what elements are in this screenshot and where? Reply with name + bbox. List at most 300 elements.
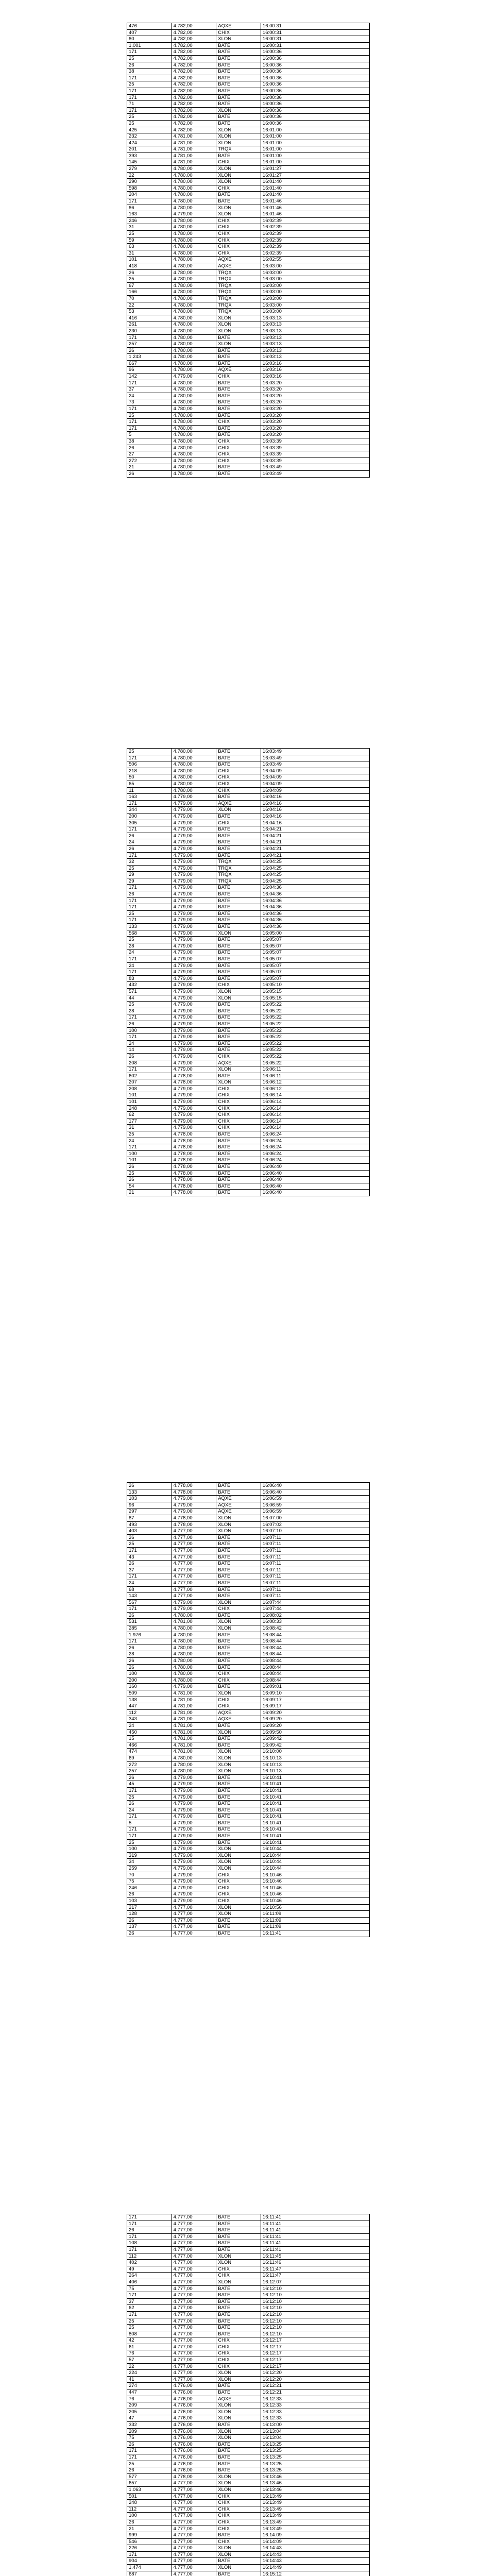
table-row [127,1619,370,1625]
price-cell: 4.778,00 [172,2473,216,2480]
quantity-cell: 403 [127,1528,172,1535]
quantity-cell: 26 [127,1774,172,1781]
venue-cell: CHIX [216,185,261,192]
table-row [127,813,370,820]
venue-cell: BATE [216,1814,261,1820]
price-cell: 4.779,00 [172,839,216,846]
quantity-cell: 25 [127,2461,172,2467]
venue-cell: BATE [216,891,261,898]
quantity-cell: 28 [127,1651,172,1658]
venue-cell: XLON [216,1599,261,1606]
venue-cell: XLON [216,315,261,321]
venue-cell: CHIX [216,451,261,458]
quantity-cell: 1.976 [127,1632,172,1638]
quantity-cell: 171 [127,94,172,101]
quantity-cell: 171 [127,1826,172,1833]
time-cell: 16:07:11 [261,1547,369,1554]
quantity-cell: 22 [127,2363,172,2370]
price-cell: 4.777,00 [172,1528,216,1535]
quantity-cell: 75 [127,1878,172,1885]
price-cell: 4.780,00 [172,334,216,341]
venue-cell: BATE [216,470,261,477]
price-cell: 4.779,00 [172,1118,216,1125]
quantity-cell: 128 [127,1911,172,1918]
time-cell: 16:07:00 [261,1515,369,1521]
quantity-cell: 45 [127,1781,172,1788]
price-cell: 4.777,00 [172,2318,216,2325]
venue-cell: CHIX [216,438,261,445]
table-row [127,1885,370,1891]
time-cell: 16:10:46 [261,1885,369,1891]
quantity-cell: 171 [127,2551,172,2558]
time-cell: 16:03:00 [261,295,369,302]
time-cell: 16:04:36 [261,885,369,891]
quantity-cell: 101 [127,257,172,263]
table-row [127,55,370,62]
quantity-cell: 54 [127,1183,172,1190]
time-cell: 16:14:43 [261,2551,369,2558]
table-row [127,2473,370,2480]
table-row [127,94,370,101]
time-cell: 16:04:21 [261,845,369,852]
table-row [127,1047,370,1054]
table-row [127,1118,370,1125]
table-row [127,2337,370,2344]
time-cell: 16:02:39 [261,217,369,224]
venue-cell: XLON [216,2370,261,2377]
venue-cell: BATE [216,1183,261,1190]
table-row [127,1814,370,1820]
quantity-cell: 44 [127,995,172,1002]
venue-cell: BATE [216,749,261,755]
venue-cell: TRQX [216,872,261,878]
table-row [127,1002,370,1008]
venue-cell: AQXE [216,2396,261,2402]
price-cell: 4.779,00 [172,1509,216,1515]
trades-table-4 [127,2214,370,2576]
quantity-cell: 138 [127,1697,172,1703]
venue-cell: BATE [216,62,261,69]
price-cell: 4.781,00 [172,133,216,140]
table-row [127,1761,370,1768]
price-cell: 4.779,00 [172,878,216,885]
table-row [127,367,370,374]
table-row [127,1528,370,1535]
venue-cell: XLON [216,1619,261,1625]
quantity-cell: 24 [127,839,172,846]
venue-cell: BATE [216,1736,261,1742]
table-row [127,1170,370,1177]
price-cell: 4.777,00 [172,2558,216,2565]
price-cell: 4.780,00 [172,380,216,386]
venue-cell: BATE [216,2467,261,2474]
price-cell: 4.780,00 [172,309,216,315]
quantity-cell: 22 [127,302,172,309]
quantity-cell: 37 [127,1567,172,1573]
venue-cell: BATE [216,1547,261,1554]
price-cell: 4.781,00 [172,1703,216,1710]
time-cell: 16:13:25 [261,2454,369,2461]
venue-cell: CHIX [216,1053,261,1060]
price-cell: 4.777,00 [172,1924,216,1930]
time-cell: 16:04:21 [261,852,369,859]
venue-cell: BATE [216,347,261,354]
price-cell: 4.780,00 [172,263,216,269]
quantity-cell: 163 [127,794,172,801]
venue-cell: BATE [216,1801,261,1807]
time-cell: 16:00:36 [261,107,369,114]
table-row [127,1632,370,1638]
quantity-cell: 1.474 [127,2565,172,2571]
time-cell: 16:00:36 [261,88,369,94]
time-cell: 16:10:41 [261,1807,369,1814]
price-cell: 4.781,00 [172,1697,216,1703]
venue-cell: CHIX [216,1697,261,1703]
quantity-cell: 25 [127,231,172,238]
quantity-cell: 200 [127,1677,172,1684]
price-cell: 4.780,00 [172,237,216,244]
time-cell: 16:12:33 [261,2402,369,2409]
table-row [127,1086,370,1092]
price-cell: 4.780,00 [172,341,216,348]
time-cell: 16:03:20 [261,419,369,426]
price-cell: 4.780,00 [172,354,216,361]
venue-cell: BATE [216,943,261,950]
time-cell: 16:06:14 [261,1092,369,1099]
venue-cell: CHIX [216,2500,261,2506]
time-cell: 16:10:44 [261,1846,369,1853]
price-cell: 4.777,00 [172,1567,216,1573]
time-cell: 16:04:25 [261,878,369,885]
venue-cell: BATE [216,75,261,81]
quantity-cell: 274 [127,2383,172,2389]
venue-cell: CHIX [216,2526,261,2532]
quantity-cell: 26 [127,1930,172,1937]
table-row [127,120,370,127]
quantity-cell: 257 [127,1768,172,1775]
table-row [127,289,370,296]
price-cell: 4.780,00 [172,425,216,432]
price-cell: 4.779,00 [172,1034,216,1041]
time-cell: 16:07:11 [261,1534,369,1541]
quantity-cell: 25 [127,81,172,88]
price-cell: 4.777,00 [172,2266,216,2273]
time-cell: 16:08:02 [261,1612,369,1619]
table-row [127,1079,370,1086]
time-cell: 16:07:11 [261,1593,369,1600]
quantity-cell: 424 [127,140,172,146]
quantity-cell: 418 [127,263,172,269]
quantity-cell: 26 [127,1534,172,1541]
venue-cell: XLON [216,2551,261,2558]
quantity-cell: 26 [127,470,172,477]
time-cell: 16:10:46 [261,1872,369,1878]
time-cell: 16:11:09 [261,1911,369,1918]
quantity-cell: 26 [127,1053,172,1060]
quantity-cell: 26 [127,1917,172,1924]
price-cell: 4.777,00 [172,2480,216,2487]
venue-cell: BATE [216,962,261,969]
price-cell: 4.779,00 [172,1053,216,1060]
table-row [127,1021,370,1027]
table-row [127,910,370,917]
price-cell: 4.777,00 [172,2532,216,2539]
time-cell: 16:04:16 [261,820,369,826]
price-cell: 4.779,00 [172,910,216,917]
quantity-cell: 25 [127,114,172,121]
price-cell: 4.780,00 [172,1658,216,1665]
quantity-cell: 207 [127,1079,172,1086]
time-cell: 16:05:00 [261,930,369,937]
price-cell: 4.780,00 [172,1664,216,1671]
price-cell: 4.778,00 [172,1515,216,1521]
price-cell: 4.777,00 [172,2246,216,2253]
time-cell: 16:10:46 [261,1891,369,1898]
price-cell: 4.778,00 [172,1157,216,1164]
price-cell: 4.779,00 [172,950,216,956]
quantity-cell: 264 [127,2273,172,2279]
price-cell: 4.776,00 [172,2435,216,2442]
quantity-cell: 171 [127,969,172,976]
time-cell: 16:03:00 [261,276,369,283]
venue-cell: CHIX [216,2350,261,2357]
table-row [127,1671,370,1677]
time-cell: 16:11:09 [261,1917,369,1924]
quantity-cell: 1.001 [127,42,172,49]
table-row [127,1580,370,1586]
venue-cell: BATE [216,1190,261,1196]
venue-cell: BATE [216,2285,261,2292]
time-cell: 16:06:14 [261,1105,369,1112]
price-cell: 4.782,00 [172,114,216,121]
table-row [127,1561,370,1567]
venue-cell: BATE [216,1658,261,1665]
venue-cell: XLON [216,2565,261,2571]
table-row [127,2279,370,2285]
price-cell: 4.780,00 [172,231,216,238]
venue-cell: TRQX [216,146,261,153]
time-cell: 16:01:46 [261,211,369,218]
venue-cell: XLON [216,2376,261,2383]
time-cell: 16:06:14 [261,1125,369,1131]
price-cell: 4.780,00 [172,282,216,289]
time-cell: 16:14:43 [261,2558,369,2565]
time-cell: 16:01:27 [261,172,369,179]
quantity-cell: 15 [127,1736,172,1742]
quantity-cell: 26 [127,1645,172,1651]
venue-cell: BATE [216,406,261,413]
venue-cell: XLON [216,166,261,173]
quantity-cell: 285 [127,1625,172,1632]
price-cell: 4.779,00 [172,962,216,969]
table-row [127,2260,370,2266]
quantity-cell: 171 [127,198,172,205]
time-cell: 16:03:13 [261,321,369,328]
venue-cell: AQXE [216,263,261,269]
time-cell: 16:12:10 [261,2325,369,2331]
time-cell: 16:11:41 [261,2233,369,2240]
venue-cell: XLON [216,2480,261,2487]
table-row [127,75,370,81]
venue-cell: XLON [216,2486,261,2493]
price-cell: 4.779,00 [172,1112,216,1118]
quantity-cell: 26 [127,891,172,898]
price-cell: 4.780,00 [172,257,216,263]
quantity-cell: 447 [127,1703,172,1710]
quantity-cell: 501 [127,2493,172,2500]
price-cell: 4.782,00 [172,62,216,69]
table-row [127,2363,370,2370]
time-cell: 16:10:41 [261,1833,369,1840]
quantity-cell: 667 [127,360,172,367]
price-cell: 4.780,00 [172,1768,216,1775]
time-cell: 16:03:20 [261,425,369,432]
table-row [127,1150,370,1157]
price-cell: 4.779,00 [172,852,216,859]
price-cell: 4.777,00 [172,1593,216,1600]
venue-cell: CHIX [216,774,261,781]
venue-cell: CHIX [216,217,261,224]
table-row [127,309,370,315]
venue-cell: CHIX [216,1086,261,1092]
time-cell: 16:05:22 [261,1027,369,1034]
venue-cell: CHIX [216,768,261,774]
quantity-cell: 62 [127,1112,172,1118]
table-row [127,69,370,75]
price-cell: 4.776,00 [172,2461,216,2467]
price-cell: 4.778,00 [172,1190,216,1196]
table-row [127,224,370,231]
price-cell: 4.777,00 [172,2311,216,2318]
price-cell: 4.779,00 [172,1866,216,1872]
quantity-cell: 474 [127,1749,172,1755]
table-row [127,1606,370,1613]
time-cell: 16:13:04 [261,2435,369,2442]
venue-cell: CHIX [216,224,261,231]
quantity-cell: 49 [127,2266,172,2273]
price-cell: 4.781,00 [172,1709,216,1716]
venue-cell: TRQX [216,309,261,315]
price-cell: 4.779,00 [172,1008,216,1014]
time-cell: 16:12:10 [261,2298,369,2305]
time-cell: 16:05:22 [261,1060,369,1066]
venue-cell: BATE [216,2325,261,2331]
table-row [127,761,370,768]
venue-cell: CHIX [216,1703,261,1710]
time-cell: 16:00:36 [261,94,369,101]
table-row [127,2558,370,2565]
venue-cell: CHIX [216,1898,261,1905]
price-cell: 4.780,00 [172,749,216,755]
quantity-cell: 171 [127,1034,172,1041]
table-row [127,2526,370,2532]
quantity-cell: 257 [127,341,172,348]
quantity-cell: 171 [127,852,172,859]
table-row [127,2480,370,2487]
price-cell: 4.779,00 [172,211,216,218]
time-cell: 16:13:25 [261,2461,369,2467]
time-cell: 16:14:43 [261,2545,369,2552]
venue-cell: BATE [216,1787,261,1794]
price-cell: 4.779,00 [172,1606,216,1613]
quantity-cell: 246 [127,1885,172,1891]
quantity-cell: 96 [127,367,172,374]
price-cell: 4.779,00 [172,982,216,989]
time-cell: 16:12:21 [261,2383,369,2389]
price-cell: 4.777,00 [172,1911,216,1918]
quantity-cell: 171 [127,826,172,833]
time-cell: 16:03:00 [261,282,369,289]
table-row [127,1794,370,1801]
venue-cell: XLON [216,2435,261,2442]
venue-cell: BATE [216,2331,261,2337]
quantity-cell: 26 [127,845,172,852]
table-row [127,198,370,205]
time-cell: 16:06:11 [261,1066,369,1073]
venue-cell: CHIX [216,2493,261,2500]
table-row [127,81,370,88]
quantity-cell: 171 [127,1787,172,1794]
venue-cell: BATE [216,1638,261,1645]
table-row [127,820,370,826]
venue-cell: BATE [216,975,261,982]
venue-cell: CHIX [216,787,261,794]
venue-cell: BATE [216,1138,261,1144]
venue-cell: BATE [216,1651,261,1658]
quantity-cell: 112 [127,2506,172,2513]
table-row [127,211,370,218]
venue-cell: BATE [216,1021,261,1027]
quantity-cell: 38 [127,438,172,445]
price-cell: 4.780,00 [172,347,216,354]
time-cell: 16:12:10 [261,2305,369,2312]
price-cell: 4.779,00 [172,1820,216,1826]
quantity-cell: 24 [127,1580,172,1586]
time-cell: 16:09:42 [261,1742,369,1749]
venue-cell: AQXE [216,1509,261,1515]
venue-cell: XLON [216,2253,261,2260]
price-cell: 4.777,00 [172,2571,216,2576]
time-cell: 16:10:41 [261,1774,369,1781]
venue-cell: BATE [216,897,261,904]
venue-cell: TRQX [216,878,261,885]
quantity-cell: 26 [127,445,172,451]
price-cell: 4.780,00 [172,464,216,471]
price-cell: 4.777,00 [172,1554,216,1561]
time-cell: 16:03:00 [261,289,369,296]
time-cell: 16:12:17 [261,2350,369,2357]
venue-cell: XLON [216,328,261,334]
time-cell: 16:01:40 [261,192,369,198]
price-cell: 4.777,00 [172,1917,216,1924]
venue-cell: XLON [216,2260,261,2266]
table-row [127,29,370,36]
venue-cell: BATE [216,2305,261,2312]
table-row [127,833,370,839]
venue-cell: BATE [216,2448,261,2454]
price-cell: 4.779,00 [172,1496,216,1502]
price-cell: 4.780,00 [172,406,216,413]
quantity-cell: 28 [127,1008,172,1014]
quantity-cell: 28 [127,943,172,950]
table-row [127,787,370,794]
venue-cell: BATE [216,120,261,127]
venue-cell: BATE [216,2383,261,2389]
table-row [127,2402,370,2409]
time-cell: 16:05:07 [261,956,369,963]
table-row [127,172,370,179]
price-cell: 4.780,00 [172,419,216,426]
